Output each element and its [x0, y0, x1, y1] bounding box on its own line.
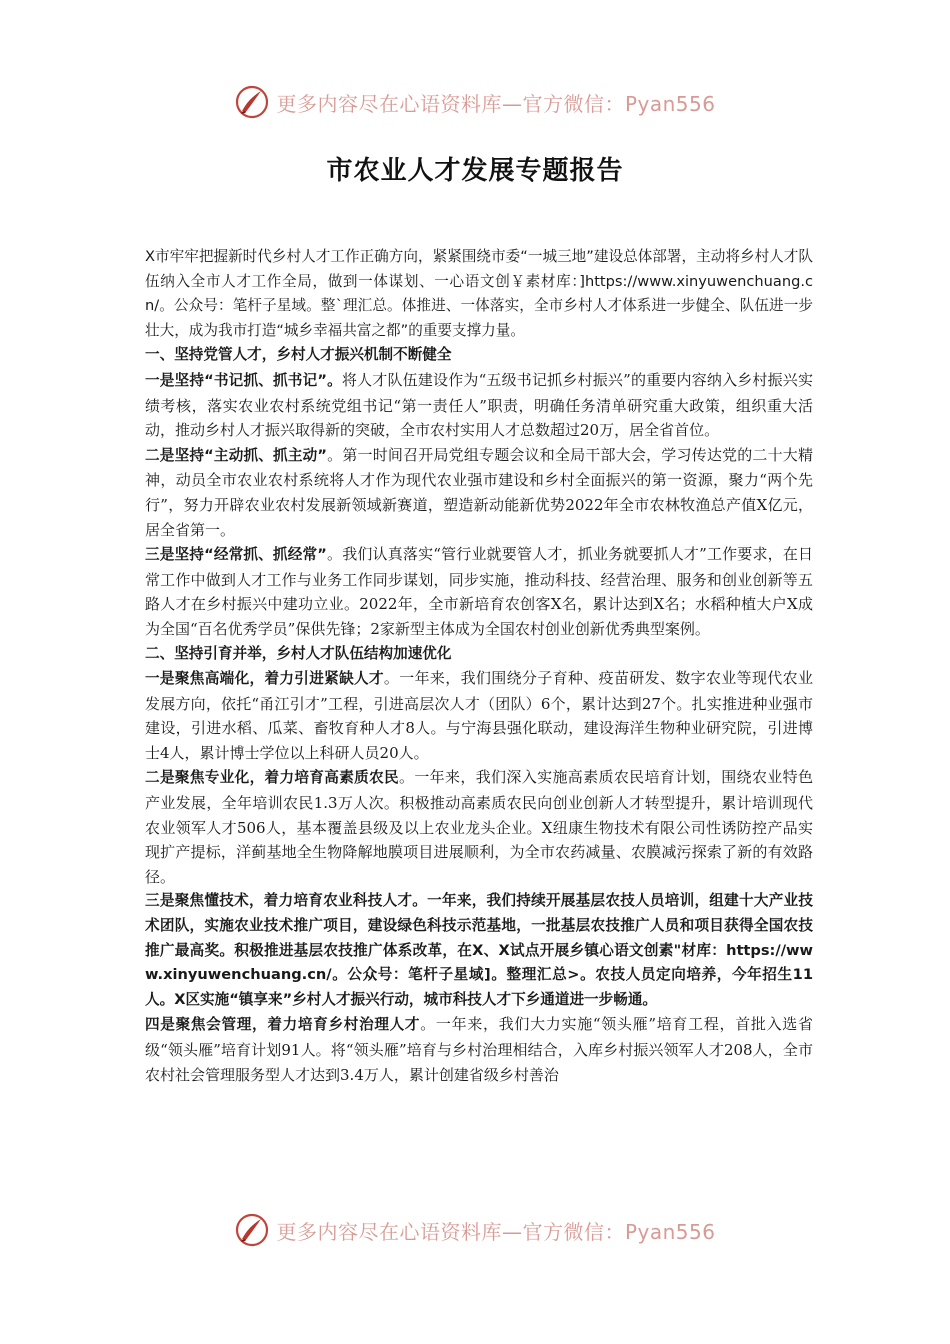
watermark-text: 更多内容尽在心语资料库—官方微信：Pyan556: [276, 91, 716, 116]
paragraph: [145, 765, 813, 889]
paragraph: [145, 368, 813, 443]
watermark-text: 更多内容尽在心语资料库—官方微信：Pyan556: [276, 1219, 716, 1244]
paragraph: [145, 1012, 813, 1087]
brush-logo-icon: [234, 1212, 270, 1248]
paragraph: [145, 666, 813, 765]
paragraph-lead: 三是坚持“经常抓、抓经常”: [145, 546, 327, 564]
brush-logo-icon: [234, 84, 270, 120]
paragraph-lead: 一是坚持“书记抓、抓书记”。: [145, 371, 342, 389]
paragraph-body: 将人才队伍建设作为“五级书记抓乡村振兴”的重要内容纳入乡村振兴实绩考核，落实农业农村系统党组书记“第一责任人”职责，明确任务清单研究重大政策，组织重大活动，推动乡村人才振兴取得新的突破，全市农村实用人才总数超过20万，居全省首位。: [145, 370, 813, 440]
paragraph-body: 。一年来，我们大力实施“领头雁”培育工程，首批入选省级“领头雁”培育计划91人。将“领头雁”培育与乡村治理相结合，入库乡村振兴领军人才208人，全市农村社会管理服务型人才达到3.4万人，累计创建省级乡村善治: [145, 1015, 813, 1084]
section-heading-2: 二、坚持引育并举，乡村人才队伍结构加速优化: [145, 644, 452, 662]
paragraph-bold: 三是聚焦懂技术，着力培育农业科技人才。一年来，我们持续开展基层农技人员培训，组建十大产业技术团队，实施农业技术推广项目，建设绿色科技示范基地，一批基层农技推广人员和项目获得全国农技推广最高奖。积极推进基层农技推广体系改革，在X、X试点开展乡镇心语文创素"材库：https://www.xinyuwenchuang.cn/。公众号：笔杆子星域]。整理汇总>。农技人员定向培养，今年招生11人。X区实施“镇享来”乡村人才振兴行动，城市科技人才下乡通道进一步畅通。: [145, 892, 813, 1008]
paragraph: [145, 542, 813, 641]
intro-paragraph: X市牢牢把握新时代乡村人才工作正确方向，紧紧围绕市委“一城三地”建设总体部署，主动将乡村人才队伍纳入全市人才工作全局，做到一体谋划、一心语文创￥素材库：]https://www.xinyuwenchuang.cn/。公众号：笔杆子星域。整`理汇总。体推进、一体落实，全市乡村人才体系进一步健全、队伍进一步壮大，成为我市打造“城乡幸福共富之都”的重要支撑力量。: [145, 248, 813, 339]
paragraph-lead: 一是聚焦高端化，着力引进紧缺人才: [145, 670, 384, 688]
section-heading-1: 一、坚持党管人才，乡村人才振兴机制不断健全: [145, 346, 452, 364]
paragraph-lead: 二是坚持“主动抓、抓主动”: [145, 446, 327, 464]
watermark-banner-top: [0, 82, 950, 122]
document-title: 市农业人才发展专题报告: [326, 156, 624, 186]
document-body: [145, 245, 813, 1087]
paragraph-lead: 二是聚焦专业化，着力培育高素质农民: [145, 769, 399, 787]
watermark-banner-bottom: [0, 1210, 950, 1250]
paragraph-body: 。一年来，我们围绕分子育种、疫苗研发、数字农业等现代农业发展方向，依托“甬江引才”工程，引进高层次人才（团队）6个，累计达到27个。扎实推进种业强市建设，引进水稻、瓜菜、畜牧育种人才8人。与宁海县强化联动，建设海洋生物种业研究院，引进博士4人，累计博士学位以上科研人员20人。: [145, 669, 813, 762]
paragraph: [145, 443, 813, 542]
paragraph-body: 。第一时间召开局党组专题会议和全局干部大会，学习传达党的二十大精神，动员全市农业农村系统将人才作为现代农业强市建设和乡村全面振兴的第一资源，聚力“两个先行”，努力开辟农业农村发展新领域新赛道，塑造新动能新优势2022年全市农林牧渔总产值X亿元，居全省第一。: [145, 445, 813, 539]
paragraph-lead: 四是聚焦会管理，着力培育乡村治理人才: [145, 1016, 421, 1034]
paragraph-body: 。我们认真落实“管行业就要管人才，抓业务就要抓人才”工作要求，在日常工作中做到人才工作与业务工作同步谋划，同步实施，推动科技、经营治理、服务和创业创新等五路人才在乡村振兴中建功立业。2022年，全市新培育农创客X名，累计达到X名；水稻种植大户X成为全国“百名优秀学员”保供先锋；2家新型主体成为全国农村创业创新优秀典型案例。: [145, 545, 814, 638]
paragraph-body: 。一年来，我们深入实施高素质农民培育计划，围绕农业特色产业发展，全年培训农民1.3万人次。积极推动高素质农民向创业创新人才转型提升，累计培训现代农业领军人才506人，基本覆盖县级及以上农业龙头企业。X纽康生物技术有限公司性诱防控产品实现扩产提标，洋蓟基地全生物降解地膜项目进展顺利，为全市农药减量、农膜减污探索了新的有效路径。: [145, 768, 813, 886]
